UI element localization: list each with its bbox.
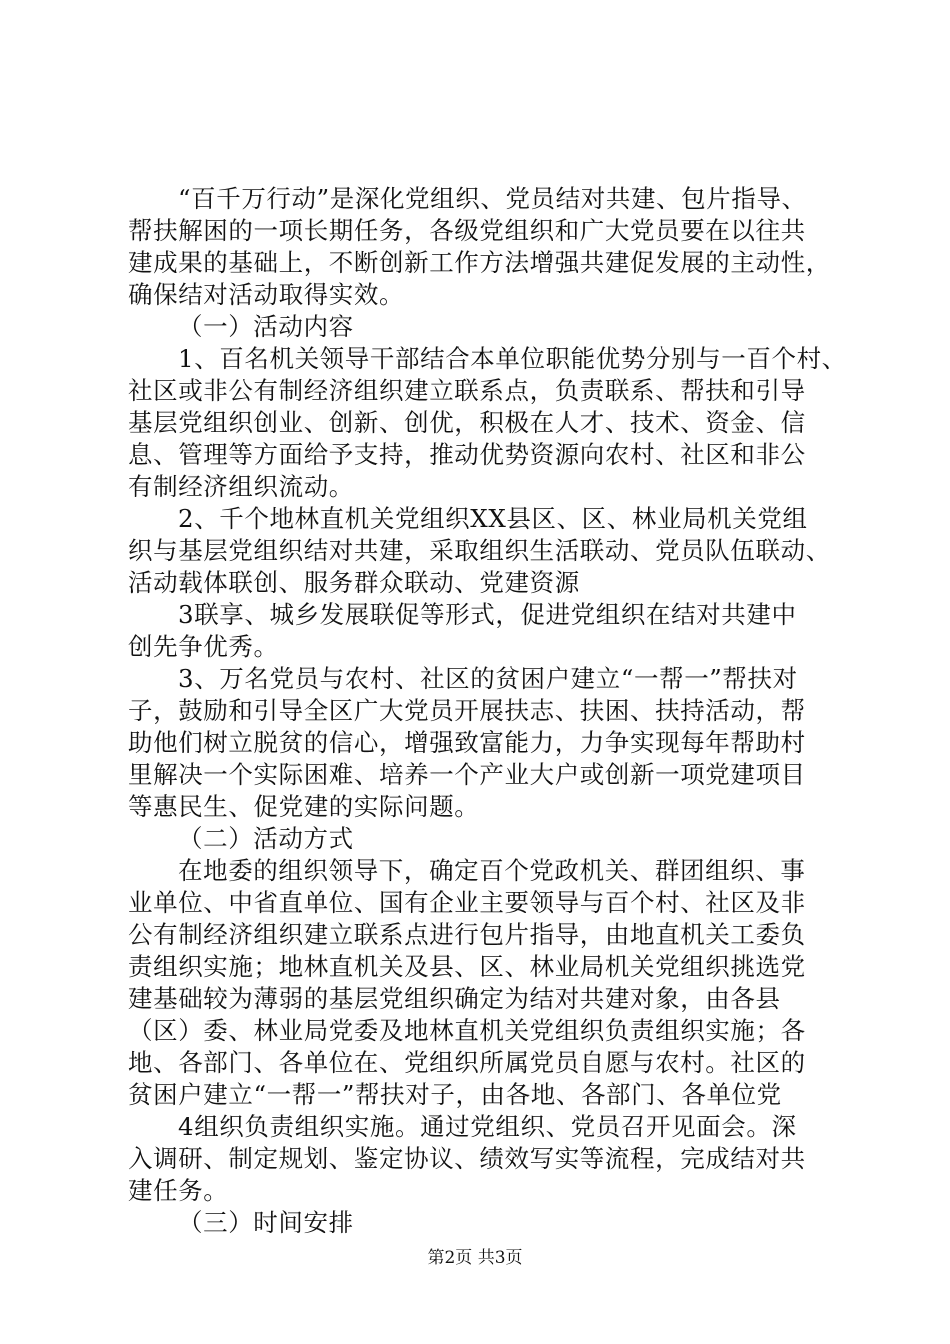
text-line: 息、管理等方面给予支持，推动优势资源向农村、社区和非公 (128, 440, 806, 469)
text-line: 等惠民生、促党建的实际问题。 (128, 792, 480, 821)
text-line: 地、各部门、各单位在、党组织所属党员自愿与农村。社区的 (128, 1048, 806, 1077)
text-line: 有制经济组织流动。 (128, 472, 354, 501)
text-line: 业单位、中省直单位、国有企业主要领导与百个村、社区及非 (128, 888, 806, 917)
text-line: 确保结对活动取得实效。 (128, 280, 405, 309)
text-line: 里解决一个实际困难、培养一个产业大户或创新一项党建项目 (128, 760, 806, 789)
text-line: 帮扶解困的一项长期任务，各级党组织和广大党员要在以往共 (128, 216, 806, 245)
text-line: 2、千个地林直机关党组织XX县区、区、林业局机关党组 (178, 504, 808, 533)
text-line: 基层党组织创业、创新、创优，积极在人才、技术、资金、信 (128, 408, 806, 437)
text-line: 建成果的基础上，不断创新工作方法增强共建促发展的主动性， (128, 248, 831, 277)
text-line: 3、万名党员与农村、社区的贫困户建立“一帮一”帮扶对 (178, 664, 798, 693)
section-heading: （一）活动内容 (178, 312, 354, 341)
text-line: 在地委的组织领导下，确定百个党政机关、群团组织、事 (178, 856, 806, 885)
text-line: 活动载体联创、服务群众联动、党建资源 (128, 568, 580, 597)
text-line: 1、百名机关领导干部结合本单位职能优势分别与一百个村、 (178, 344, 847, 373)
text-line: 责组织实施；地林直机关及县、区、林业局机关党组织挑选党 (128, 952, 806, 981)
text-line: “百千万行动”是深化党组织、党员结对共建、包片指导、 (178, 184, 807, 213)
text-line: 贫困户建立“一帮一”帮扶对子，由各地、各部门、各单位党 (128, 1080, 782, 1109)
text-line: 织与基层党组织结对共建，采取组织生活联动、党员队伍联动、 (128, 536, 831, 565)
text-line: （区）委、林业局党委及地林直机关党组织负责组织实施；各 (128, 1016, 806, 1045)
text-line: 子，鼓励和引导全区广大党员开展扶志、扶困、扶持活动，帮 (128, 696, 806, 725)
text-line: 3联享、城乡发展联促等形式，促进党组织在结对共建中 (178, 600, 797, 629)
section-heading: （二）活动方式 (178, 824, 354, 853)
text-line: 4组织负责组织实施。通过党组织、党员召开见面会。深 (178, 1112, 797, 1141)
text-line: 创先争优秀。 (128, 632, 279, 661)
page-number: 第2页 共3页 (427, 1248, 523, 1268)
text-line: 社区或非公有制经济组织建立联系点，负责联系、帮扶和引导 (128, 376, 806, 405)
text-line: 公有制经济组织建立联系点进行包片指导，由地直机关工委负 (128, 920, 806, 949)
text-line: 建任务。 (128, 1176, 229, 1205)
section-heading: （三）时间安排 (178, 1208, 354, 1237)
text-line: 建基础较为薄弱的基层党组织确定为结对共建对象，由各县 (128, 984, 781, 1013)
text-line: 入调研、制定规划、鉴定协议、绩效写实等流程，完成结对共 (128, 1144, 806, 1173)
text-line: 助他们树立脱贫的信心，增强致富能力，力争实现每年帮助村 (128, 728, 806, 757)
